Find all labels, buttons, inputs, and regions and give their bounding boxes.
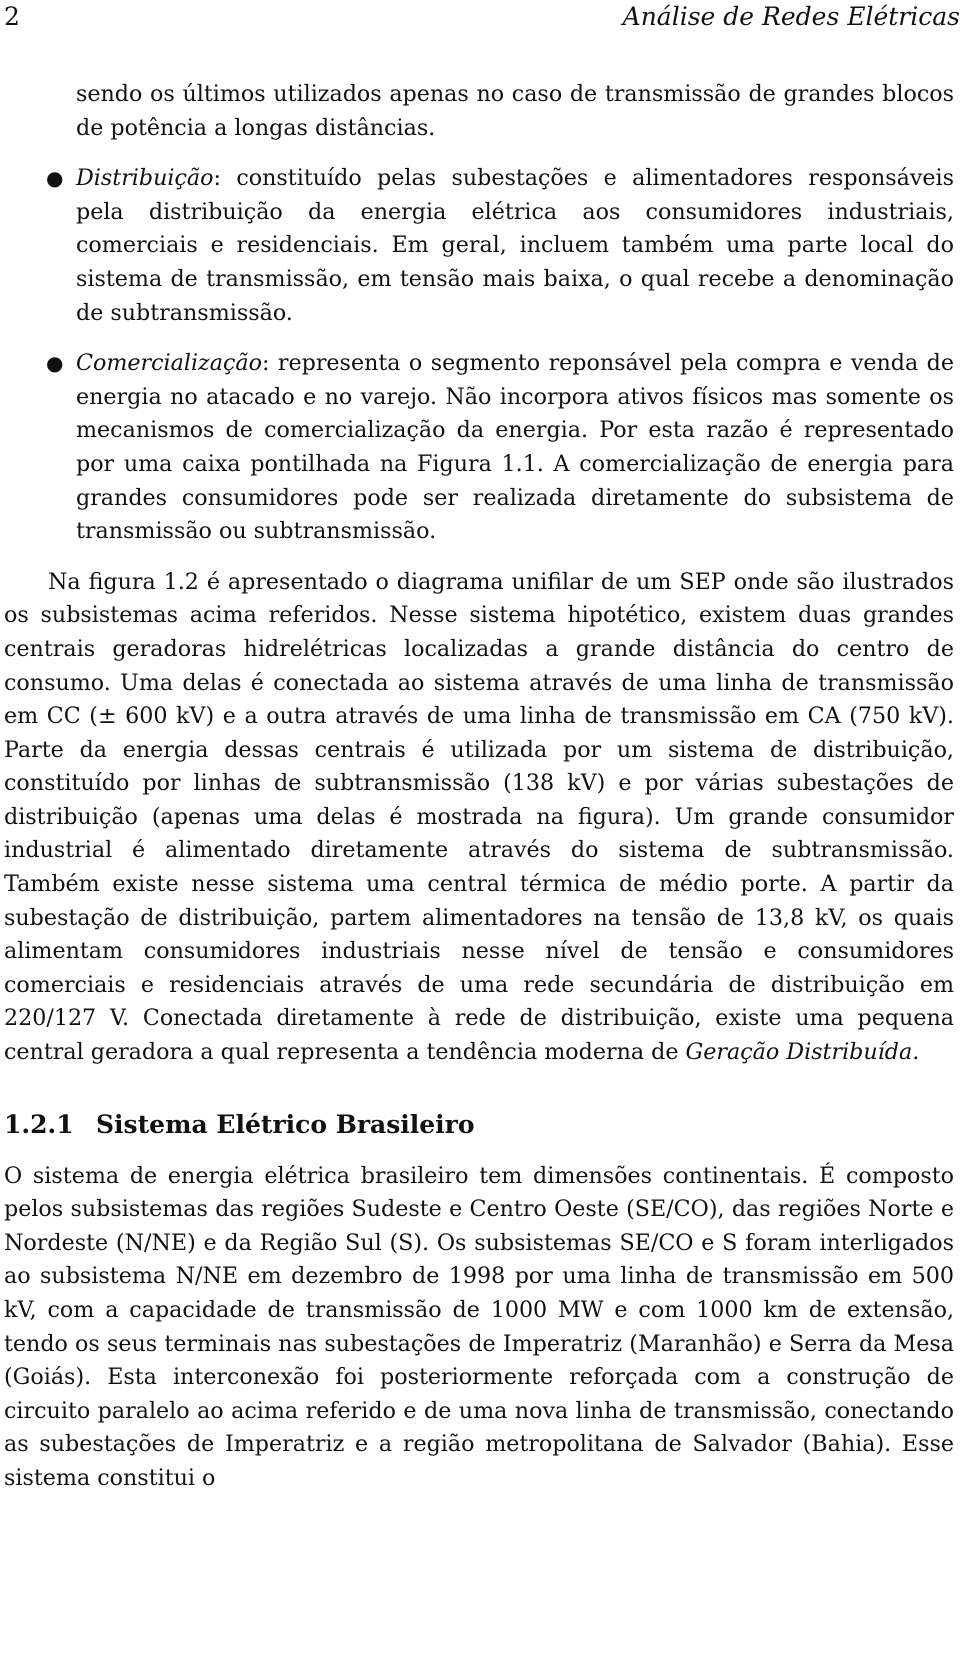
bullet-icon: ● [46, 351, 64, 376]
paragraph-end: . [912, 1039, 920, 1066]
continuation-text: sendo os últimos utilizados apenas no caso de transmissão de grandes blocos de potência a longas distâncias. [76, 81, 954, 141]
bullet-list [4, 162, 954, 549]
bullet-text: : representa o segmento reponsável pela compra e venda de energia no atacado e no varejo. Não incorpora ativos físicos mas somente os mecanismos de comercialização da energia. Por esta razão é representado por uma caixa pontilhada na Figura 1.1. A comercialização de energia para grandes consumidores pode ser realizada diretamente do subsistema de transmissão ou subtransmissão. [76, 350, 954, 545]
page-header [0, 0, 960, 40]
bullet-term: Comercialização [76, 350, 262, 377]
bullet-term: Distribuição [76, 165, 214, 192]
paragraph-text: Na figura 1.2 é apresentado o diagrama unifilar de um SEP onde são ilustrados os subsistemas acima referidos. Nesse sistema hipotético, existem duas grandes centrais geradoras hidrelétricas localizadas a grande distância do centro de consumo. Uma delas é conectada ao sistema através de uma linha de transmissão em CC (± 600 kV) e a outra através de uma linha de transmissão em CA (750 kV). Parte da energia dessas centrais é utilizada por um sistema de distribuição, constituído por linhas de subtransmissão (138 kV) e por várias subestações de distribuição (apenas uma delas é mostrada na figura). Um grande consumidor industrial é alimentado diretamente através do sistema de subtransmissão. Também existe nesse sistema uma central térmica de médio porte. A partir da subestação de distribuição, partem alimentadores na tensão de 13,8 kV, os quais alimentam consumidores industriais nesse nível de tensão e consumidores comerciais e residenciais através de uma rede secundária de distribuição em 220/127 V. Conectada diretamente à rede de distribuição, existe uma pequena central geradora a qual representa a tendência moderna de [4, 568, 954, 1066]
emphasis-geracao-distribuida: Geração Distribuída [685, 1039, 913, 1066]
bullet-text: : constituído pelas subestações e alimentadores responsáveis pela distribuição da energia elétrica aos consumidores industriais, comerciais e residenciais. Em geral, incluem também uma parte local do sistema de transmissão, em tensão mais baixa, o qual recebe a denominação de subtransmissão. [76, 165, 954, 326]
bullet-icon: ● [46, 166, 64, 191]
page-body [4, 78, 954, 1496]
subsection-title: Sistema Elétrico Brasileiro [96, 1109, 475, 1139]
paragraph-sistema-brasileiro: O sistema de energia elétrica brasileiro tem dimensões continentais. É composto pelos subsistemas das regiões Sudeste e Centro Oeste (SE/CO), das regiões Norte e Nordeste (N/NE) e da Região Sul (S). Os subsistemas SE/CO e S foram interligados ao subsistema N/NE em dezembro de 1998 por uma linha de transmissão em 500 kV, com a capacidade de transmissão de 1000 MW e com 1000 km de extensão, tendo os seus terminais nas subestações de Imperatriz (Maranhão) e Serra da Mesa (Goiás). Esta interconexão foi posteriormente reforçada com a construção de circuito paralelo ao acima referido e de uma nova linha de transmissão, conectando as subestações de Imperatriz e a região metropolitana de Salvador (Bahia). Esse sistema constitui o [4, 1162, 954, 1491]
paragraph-diagrama-unifilar [4, 566, 954, 1070]
subsection-heading [4, 1108, 954, 1142]
running-title: Análise de Redes Elétricas [622, 2, 960, 31]
page-number: 2 [4, 2, 20, 31]
subsection-number: 1.2.1 [4, 1109, 74, 1139]
bullet-item-comercializacao [4, 347, 954, 549]
bullet-item-distribuicao [4, 162, 954, 330]
